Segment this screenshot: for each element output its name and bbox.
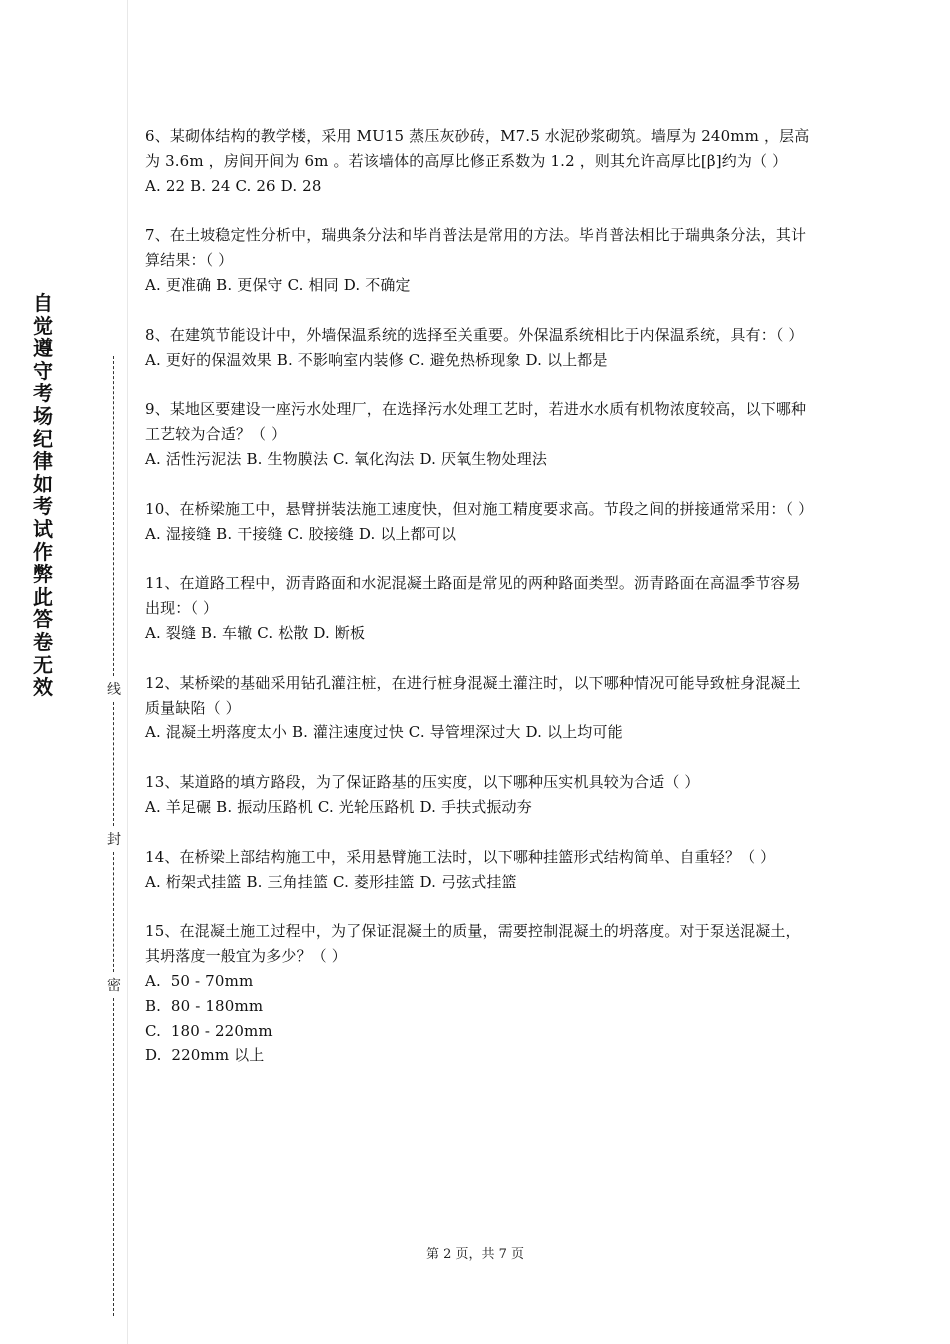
- notice-char: 如: [33, 471, 53, 496]
- notice-char: 作: [33, 539, 53, 564]
- question-stem: 13、某道路的填方路段，为了保证路基的压实度，以下哪种压实机具较为合适（ ）: [145, 773, 700, 792]
- question-stem: 15、在混凝土施工过程中，为了保证混凝土的质量，需要控制混凝土的坍落度。对于泵送混凝土，其坍落度一般宜为多少？（ ）: [145, 922, 801, 966]
- question-options: C. 180 - 220mm: [145, 1021, 273, 1040]
- question-options: A. 裂缝 B. 车辙 C. 松散 D. 断板: [145, 623, 366, 642]
- question-options: A. 更准确 B. 更保守 C. 相同 D. 不确定: [145, 275, 411, 294]
- question-list: [145, 124, 813, 1093]
- binding-dashed-line: [113, 998, 114, 1316]
- binding-dashed-line: [113, 702, 114, 826]
- notice-char: 弊: [33, 562, 53, 587]
- question-stem: 10、在桥梁施工中，悬臂拼装法施工速度快，但对施工精度要求高。节段之间的拼接通常采用：（ ）: [145, 499, 814, 518]
- notice-char: 答: [33, 607, 53, 632]
- question-item: [145, 397, 813, 471]
- question-stem: 7、在土坡稳定性分析中，瑞典条分法和毕肖普法是常用的方法。毕肖普法相比于瑞典条分法，其计算结果：（ ）: [145, 226, 807, 270]
- question-item: [145, 124, 813, 198]
- question-item: [145, 919, 813, 1068]
- exam-discipline-notice: [28, 292, 58, 699]
- question-item: [145, 497, 813, 547]
- notice-char: 卷: [33, 629, 53, 654]
- question-stem: 6、某砌体结构的教学楼，采用 MU15 蒸压灰砂砖，M7.5 水泥砂浆砌筑。墙厚为 240mm ，层高为 3.6m ，房间开间为 6m 。若该墙体的高厚比修正系数为 1.2 ，则其允许高厚比[β]约为（ ）: [145, 127, 810, 170]
- content-margin-rule: [127, 0, 128, 1344]
- notice-char: 效: [33, 675, 53, 700]
- notice-char: 试: [33, 516, 53, 541]
- binding-label-close: 密: [107, 978, 121, 994]
- notice-char: 考: [33, 494, 53, 519]
- question-stem: 9、某地区要建设一座污水处理厂，在选择污水处理工艺时，若进水水质有机物浓度较高，以下哪种工艺较为合适？（ ）: [145, 400, 807, 444]
- binding-dashed-line: [113, 356, 114, 676]
- question-options: A. 更好的保温效果 B. 不影响室内装修 C. 避免热桥现象 D. 以上都是: [145, 350, 608, 369]
- question-options: A. 50 - 70mm: [145, 971, 254, 990]
- question-stem: 8、在建筑节能设计中，外墙保温系统的选择至关重要。外保温系统相比于内保温系统，具有：（ ）: [145, 325, 804, 344]
- question-item: [145, 223, 813, 297]
- question-options: A. 混凝土坍落度太小 B. 灌注速度过快 C. 导管埋深过大 D. 以上均可能: [145, 723, 623, 742]
- question-stem: 14、在桥梁上部结构施工中，采用悬臂施工法时，以下哪种挂篮形式结构简单、自重轻？（ ）: [145, 847, 776, 866]
- page-number: 第 2 页，共 7 页: [425, 1247, 525, 1262]
- question-options: A. 活性污泥法 B. 生物膜法 C. 氧化沟法 D. 厌氧生物处理法: [145, 449, 547, 468]
- notice-char: 此: [33, 584, 53, 609]
- question-options: A. 22 B. 24 C. 26 D. 28: [145, 176, 322, 195]
- question-options: B. 80 - 180mm: [145, 996, 264, 1015]
- binding-dashed-line: [113, 852, 114, 972]
- question-options: A. 羊足碾 B. 振动压路机 C. 光轮压路机 D. 手扶式振动夯: [145, 797, 532, 816]
- binding-label-line: 线: [107, 682, 121, 698]
- notice-char: 觉: [33, 313, 53, 338]
- binding-label-seal: 封: [107, 832, 121, 848]
- question-options: A. 湿接缝 B. 干接缝 C. 胶接缝 D. 以上都可以: [145, 524, 457, 543]
- question-item: [145, 671, 813, 745]
- question-options: A. 桁架式挂篮 B. 三角挂篮 C. 菱形挂篮 D. 弓弦式挂篮: [145, 872, 517, 891]
- notice-char: 考: [33, 381, 53, 406]
- question-stem: 12、某桥梁的基础采用钻孔灌注桩，在进行桩身混凝土灌注时，以下哪种情况可能导致桩身混凝土质量缺陷（ ）: [145, 673, 801, 717]
- notice-char: 律: [33, 449, 53, 474]
- notice-char: 场: [33, 403, 53, 428]
- question-item: [145, 571, 813, 645]
- question-item: [145, 770, 813, 820]
- question-options: D. 220mm 以上: [145, 1046, 265, 1065]
- notice-char: 无: [33, 652, 53, 677]
- question-item: [145, 323, 813, 373]
- notice-char: 自: [33, 291, 53, 315]
- notice-char: 遵: [33, 336, 53, 361]
- question-item: [145, 845, 813, 895]
- notice-char: 守: [33, 358, 53, 383]
- notice-char: 纪: [33, 426, 53, 451]
- question-stem: 11、在道路工程中，沥青路面和水泥混凝土路面是常见的两种路面类型。沥青路面在高温季节容易出现：（ ）: [145, 574, 801, 618]
